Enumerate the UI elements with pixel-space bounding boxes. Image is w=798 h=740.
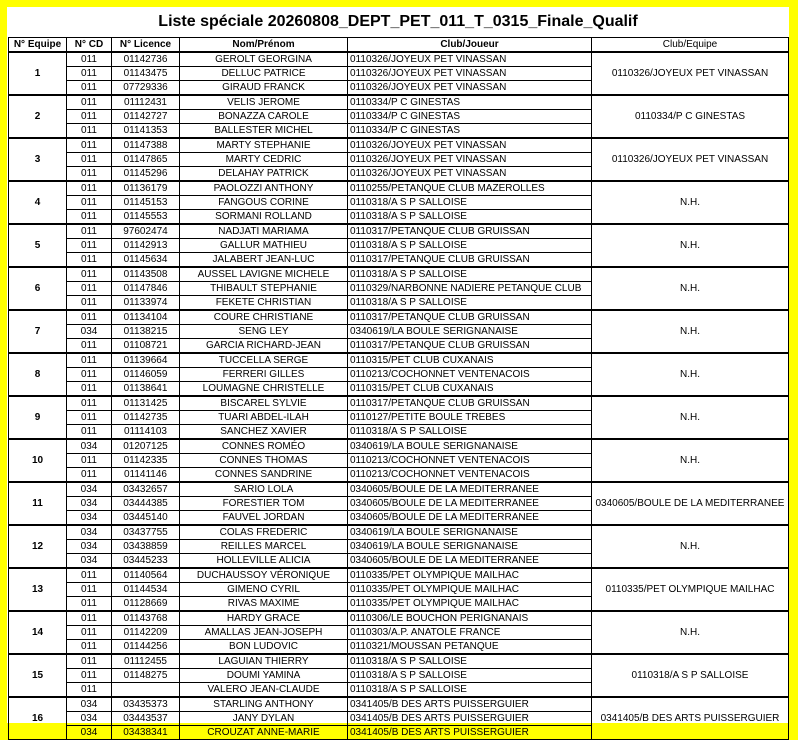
cd-cell: 034 [67,325,112,339]
player-name-cell: SARIO LOLA [180,482,348,497]
cd-cell: 011 [67,167,112,182]
player-club-cell: 0110213/COCHONNET VENTENACOIS [348,368,592,382]
team-number-cell: 4 [9,181,67,224]
cd-cell: 011 [67,425,112,440]
teams-table [8,37,789,740]
cd-cell: 011 [67,583,112,597]
player-name-cell: JANY DYLAN [180,712,348,726]
licence-cell: 01133974 [112,296,180,311]
team-number-cell: 15 [9,654,67,697]
cd-cell: 011 [67,253,112,268]
player-club-cell: 0110317/PETANQUE CLUB GRUISSAN [348,396,592,411]
licence-cell: 01148275 [112,669,180,683]
player-club-cell: 0340619/LA BOULE SERIGNANAISE [348,325,592,339]
table-row [9,224,789,239]
licence-cell: 01138215 [112,325,180,339]
player-club-cell: 0340605/BOULE DE LA MEDITERRANEE [348,482,592,497]
licence-cell: 01142736 [112,52,180,67]
cd-cell: 011 [67,110,112,124]
cd-cell: 011 [67,210,112,225]
player-club-cell: 0110315/PET CLUB CUXANAIS [348,353,592,368]
player-name-cell: DELAHAY PATRICK [180,167,348,182]
player-name-cell: NADJATI MARIAMA [180,224,348,239]
player-name-cell: AUSSEL LAVIGNE MICHELE [180,267,348,282]
table-row [9,482,789,497]
licence-cell: 01112431 [112,95,180,110]
player-club-cell: 0110326/JOYEUX PET VINASSAN [348,81,592,96]
player-club-cell: 0110317/PETANQUE CLUB GRUISSAN [348,310,592,325]
team-number-cell: 1 [9,52,67,95]
cd-cell: 011 [67,368,112,382]
player-club-cell: 0110334/P C GINESTAS [348,110,592,124]
licence-cell: 01147865 [112,153,180,167]
team-club-cell: N.H. [592,181,789,224]
licence-cell: 03445233 [112,554,180,569]
cd-cell: 011 [67,81,112,96]
cd-cell: 034 [67,712,112,726]
player-club-cell: 0110303/A.P. ANATOLE FRANCE [348,626,592,640]
header-licence: N° Licence [112,38,180,53]
header-club-joueur: Club/Joueur [348,38,592,53]
player-name-cell: COLAS FREDERIC [180,525,348,540]
table-row [9,654,789,669]
player-club-cell: 0110213/COCHONNET VENTENACOIS [348,468,592,483]
cd-cell: 011 [67,683,112,698]
player-club-cell: 0110329/NARBONNE NADIERE PETANQUE CLUB [348,282,592,296]
licence-cell: 01146059 [112,368,180,382]
player-name-cell: CONNES THOMAS [180,454,348,468]
cd-cell: 011 [67,239,112,253]
player-club-cell: 0110255/PETANQUE CLUB MAZEROLLES [348,181,592,196]
team-number-cell: 12 [9,525,67,568]
player-name-cell: CROUZAT ANNE-MARIE [180,726,348,740]
team-club-cell: 0341405/B DES ARTS PUISSERGUIER [592,697,789,740]
team-number-cell: 7 [9,310,67,353]
player-name-cell: LAGUIAN THIERRY [180,654,348,669]
cd-cell: 011 [67,640,112,655]
table-row [9,353,789,368]
player-club-cell: 0110326/JOYEUX PET VINASSAN [348,153,592,167]
header-equipe: N° Equipe [9,38,67,53]
player-club-cell: 0110335/PET OLYMPIQUE MAILHAC [348,597,592,612]
player-club-cell: 0110326/JOYEUX PET VINASSAN [348,167,592,182]
licence-cell: 01147388 [112,138,180,153]
player-name-cell: FORESTIER TOM [180,497,348,511]
team-club-cell: 0110326/JOYEUX PET VINASSAN [592,138,789,181]
player-club-cell: 0110326/JOYEUX PET VINASSAN [348,138,592,153]
licence-cell: 03443537 [112,712,180,726]
player-club-cell: 0110317/PETANQUE CLUB GRUISSAN [348,224,592,239]
player-club-cell: 0110318/A S P SALLOISE [348,267,592,282]
player-club-cell: 0110326/JOYEUX PET VINASSAN [348,52,592,67]
cd-cell: 034 [67,482,112,497]
table-row [9,611,789,626]
licence-cell: 01141146 [112,468,180,483]
licence-cell: 01207125 [112,439,180,454]
licence-cell: 01147846 [112,282,180,296]
player-name-cell: BON LUDOVIC [180,640,348,655]
cd-cell: 034 [67,525,112,540]
header-nom: Nom/Prénom [180,38,348,53]
licence-cell: 01131425 [112,396,180,411]
player-club-cell: 0110127/PETITE BOULE TREBES [348,411,592,425]
player-club-cell: 0110315/PET CLUB CUXANAIS [348,382,592,397]
team-club-cell: N.H. [592,310,789,353]
cd-cell: 034 [67,497,112,511]
player-name-cell: STARLING ANTHONY [180,697,348,712]
team-club-cell: 0110318/A S P SALLOISE [592,654,789,697]
licence-cell: 07729336 [112,81,180,96]
player-club-cell: 0110335/PET OLYMPIQUE MAILHAC [348,568,592,583]
table-row [9,697,789,712]
player-club-cell: 0110318/A S P SALLOISE [348,210,592,225]
table-row [9,310,789,325]
licence-cell: 01140564 [112,568,180,583]
player-name-cell: REILLES MARCEL [180,540,348,554]
cd-cell: 011 [67,296,112,311]
cd-cell: 011 [67,568,112,583]
page-title: Liste spéciale 20260808_DEPT_PET_011_T_0315_Finale_Qualif [158,13,638,30]
team-number-cell: 14 [9,611,67,654]
player-club-cell: 0110318/A S P SALLOISE [348,683,592,698]
cd-cell: 011 [67,339,112,354]
player-name-cell: THIBAULT STEPHANIE [180,282,348,296]
player-name-cell: COURE CHRISTIANE [180,310,348,325]
licence-cell: 03438341 [112,726,180,740]
player-club-cell: 0110317/PETANQUE CLUB GRUISSAN [348,253,592,268]
player-club-cell: 0110318/A S P SALLOISE [348,196,592,210]
cd-cell: 011 [67,396,112,411]
player-club-cell: 0110321/MOUSSAN PETANQUE [348,640,592,655]
licence-cell: 01143768 [112,611,180,626]
cd-cell: 011 [67,181,112,196]
licence-cell: 03432657 [112,482,180,497]
licence-cell: 01143475 [112,67,180,81]
player-club-cell: 0110318/A S P SALLOISE [348,669,592,683]
licence-cell: 03444385 [112,497,180,511]
table-row [9,568,789,583]
cd-cell: 011 [67,138,112,153]
cd-cell: 034 [67,540,112,554]
player-name-cell: SANCHEZ XAVIER [180,425,348,440]
cd-cell: 011 [67,282,112,296]
licence-cell: 01143508 [112,267,180,282]
player-name-cell: PAOLOZZI ANTHONY [180,181,348,196]
team-club-cell: N.H. [592,439,789,482]
licence-cell: 01145296 [112,167,180,182]
player-club-cell: 0110317/PETANQUE CLUB GRUISSAN [348,339,592,354]
player-name-cell: GIRAUD FRANCK [180,81,348,96]
player-name-cell: DELLUC PATRICE [180,67,348,81]
team-club-cell: N.H. [592,611,789,654]
player-club-cell: 0341405/B DES ARTS PUISSERGUIER [348,712,592,726]
cd-cell: 011 [67,310,112,325]
cd-cell: 011 [67,196,112,210]
team-number-cell: 6 [9,267,67,310]
licence-cell: 97602474 [112,224,180,239]
cd-cell: 011 [67,353,112,368]
cd-cell: 011 [67,153,112,167]
player-name-cell: LOUMAGNE CHRISTELLE [180,382,348,397]
licence-cell: 01112455 [112,654,180,669]
cd-cell: 011 [67,669,112,683]
player-club-cell: 0110213/COCHONNET VENTENACOIS [348,454,592,468]
player-club-cell: 0110318/A S P SALLOISE [348,296,592,311]
player-name-cell: FERRERI GILLES [180,368,348,382]
player-name-cell: JALABERT JEAN-LUC [180,253,348,268]
licence-cell: 03437755 [112,525,180,540]
table-row [9,267,789,282]
licence-cell: 01139664 [112,353,180,368]
cd-cell: 011 [67,124,112,139]
cd-cell: 034 [67,439,112,454]
team-number-cell: 5 [9,224,67,267]
licence-cell: 01134104 [112,310,180,325]
licence-cell: 01114103 [112,425,180,440]
header-cd: N° CD [67,38,112,53]
team-number-cell: 3 [9,138,67,181]
team-number-cell: 10 [9,439,67,482]
player-name-cell: MARTY CEDRIC [180,153,348,167]
team-club-cell: N.H. [592,224,789,267]
cd-cell: 011 [67,597,112,612]
team-club-cell: N.H. [592,525,789,568]
licence-cell: 03435373 [112,697,180,712]
player-name-cell: HOLLEVILLE ALICIA [180,554,348,569]
team-club-cell: N.H. [592,396,789,439]
cd-cell: 034 [67,726,112,740]
player-club-cell: 0340605/BOULE DE LA MEDITERRANEE [348,554,592,569]
player-club-cell: 0110318/A S P SALLOISE [348,425,592,440]
player-club-cell: 0340605/BOULE DE LA MEDITERRANEE [348,497,592,511]
player-name-cell: VELIS JEROME [180,95,348,110]
cd-cell: 034 [67,697,112,712]
table-row [9,525,789,540]
licence-cell: 01145553 [112,210,180,225]
player-name-cell: CONNES SANDRINE [180,468,348,483]
team-number-cell: 16 [9,697,67,740]
licence-cell: 01108721 [112,339,180,354]
player-name-cell: GALLUR MATHIEU [180,239,348,253]
cd-cell: 011 [67,411,112,425]
team-club-cell: 0110326/JOYEUX PET VINASSAN [592,52,789,95]
team-club-cell: 0110334/P C GINESTAS [592,95,789,138]
spreadsheet-page [7,7,789,738]
player-name-cell: BONAZZA CAROLE [180,110,348,124]
player-name-cell: TUARI ABDEL-ILAH [180,411,348,425]
player-name-cell: TUCCELLA SERGE [180,353,348,368]
player-club-cell: 0110334/P C GINESTAS [348,95,592,110]
licence-cell: 01138641 [112,382,180,397]
player-club-cell: 0340619/LA BOULE SERIGNANAISE [348,540,592,554]
cd-cell: 034 [67,511,112,526]
cd-cell: 011 [67,454,112,468]
teams-body [9,52,789,740]
header-club-equipe: Club/Equipe [592,38,789,53]
cd-cell: 011 [67,95,112,110]
licence-cell: 01142735 [112,411,180,425]
team-number-cell: 8 [9,353,67,396]
player-name-cell: DOUMI YAMINA [180,669,348,683]
table-row [9,95,789,110]
player-name-cell: AMALLAS JEAN-JOSEPH [180,626,348,640]
team-club-cell: 0340605/BOULE DE LA MEDITERRANEE [592,482,789,525]
player-name-cell: HARDY GRACE [180,611,348,626]
licence-cell: 01141353 [112,124,180,139]
player-club-cell: 0340619/LA BOULE SERIGNANAISE [348,525,592,540]
licence-cell: 01136179 [112,181,180,196]
team-number-cell: 9 [9,396,67,439]
licence-cell [112,683,180,698]
player-club-cell: 0110326/JOYEUX PET VINASSAN [348,67,592,81]
player-name-cell: FANGOUS CORINE [180,196,348,210]
player-name-cell: VALERO JEAN-CLAUDE [180,683,348,698]
player-name-cell: CONNES ROMÉO [180,439,348,454]
table-row [9,396,789,411]
licence-cell: 01128669 [112,597,180,612]
player-club-cell: 0110318/A S P SALLOISE [348,654,592,669]
licence-cell: 01144256 [112,640,180,655]
table-row [9,181,789,196]
team-number-cell: 13 [9,568,67,611]
player-name-cell: GIMENO CYRIL [180,583,348,597]
player-club-cell: 0340605/BOULE DE LA MEDITERRANEE [348,511,592,526]
player-name-cell: BISCAREL SYLVIE [180,396,348,411]
player-name-cell: BALLESTER MICHEL [180,124,348,139]
licence-cell: 01142335 [112,454,180,468]
player-club-cell: 0110306/LE BOUCHON PERIGNANAIS [348,611,592,626]
player-club-cell: 0341405/B DES ARTS PUISSERGUIER [348,697,592,712]
cd-cell: 034 [67,554,112,569]
player-name-cell: MARTY STEPHANIE [180,138,348,153]
licence-cell: 01145634 [112,253,180,268]
cd-cell: 011 [67,67,112,81]
licence-cell: 01142913 [112,239,180,253]
player-name-cell: FAUVEL JORDAN [180,511,348,526]
cd-cell: 011 [67,267,112,282]
player-name-cell: GEROLT GEORGINA [180,52,348,67]
cd-cell: 011 [67,468,112,483]
player-name-cell: RIVAS MAXIME [180,597,348,612]
table-row [9,138,789,153]
player-name-cell: SENG LEY [180,325,348,339]
team-club-cell: 0110335/PET OLYMPIQUE MAILHAC [592,568,789,611]
cd-cell: 011 [67,224,112,239]
player-club-cell: 0110318/A S P SALLOISE [348,239,592,253]
table-row [9,52,789,67]
team-club-cell: N.H. [592,353,789,396]
licence-cell: 01145153 [112,196,180,210]
licence-cell: 03445140 [112,511,180,526]
licence-cell: 01144534 [112,583,180,597]
player-name-cell: SORMANI ROLLAND [180,210,348,225]
licence-cell: 01142209 [112,626,180,640]
header-row [9,38,789,53]
licence-cell: 01142727 [112,110,180,124]
player-name-cell: GARCIA RICHARD-JEAN [180,339,348,354]
cd-cell: 011 [67,382,112,397]
team-number-cell: 11 [9,482,67,525]
player-club-cell: 0340619/LA BOULE SERIGNANAISE [348,439,592,454]
team-club-cell: N.H. [592,267,789,310]
table-row [9,439,789,454]
licence-cell: 03438859 [112,540,180,554]
cd-cell: 011 [67,654,112,669]
cd-cell: 011 [67,52,112,67]
player-club-cell: 0341405/B DES ARTS PUISSERGUIER [348,726,592,740]
cd-cell: 011 [67,611,112,626]
player-name-cell: FEKETE CHRISTIAN [180,296,348,311]
cd-cell: 011 [67,626,112,640]
player-name-cell: DUCHAUSSOY VÉRONIQUE [180,568,348,583]
player-club-cell: 0110335/PET OLYMPIQUE MAILHAC [348,583,592,597]
team-number-cell: 2 [9,95,67,138]
player-club-cell: 0110334/P C GINESTAS [348,124,592,139]
